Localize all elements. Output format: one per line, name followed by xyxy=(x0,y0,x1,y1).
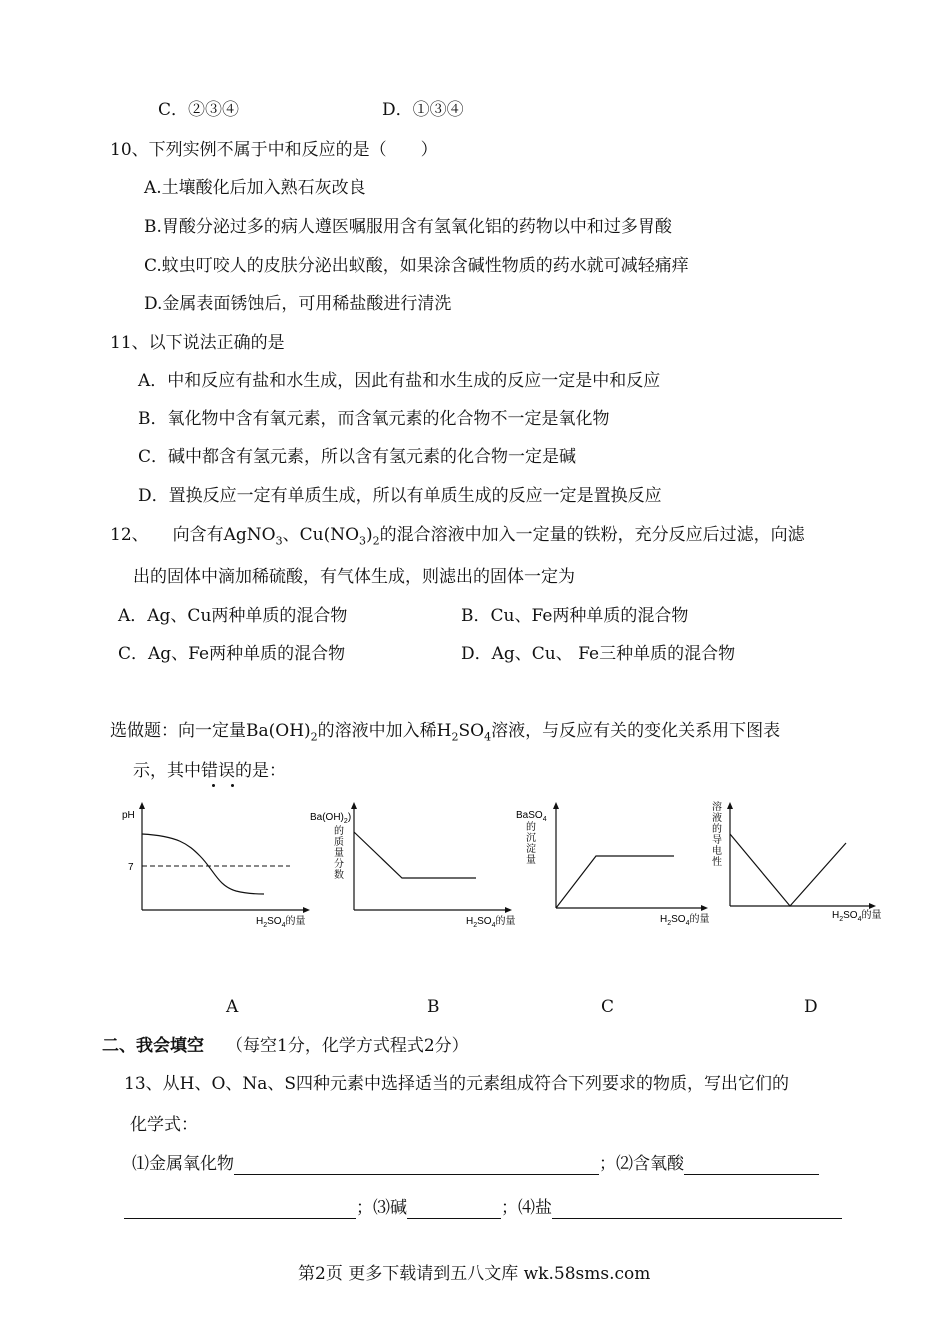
graph-c xyxy=(512,798,722,933)
q12-option-b: B．Cu、Fe两种单质的混合物 xyxy=(461,606,689,626)
graph-c-ylabel-char: 的 xyxy=(526,822,536,833)
q12-text: 、Cu(NO xyxy=(282,525,360,545)
graph-c-ylabel-char: 沉 xyxy=(526,833,536,844)
optional-text: 溶液，与反应有关的变化关系用下图表 xyxy=(491,721,781,741)
optional-text: SO xyxy=(458,721,485,741)
q12-subscript: 3 xyxy=(359,534,367,548)
optional-question-stem xyxy=(110,720,780,748)
q11-stem: 11、以下说法正确的是 xyxy=(110,333,285,353)
q13-separator: ； xyxy=(356,1198,373,1218)
graph-d-ylabel-char: 导 xyxy=(712,835,722,846)
q11-option-b: B．氧化物中含有氧元素，而含氧元素的化合物不一定是氧化物 xyxy=(138,409,610,429)
optional-subscript: 4 xyxy=(484,730,492,744)
optional-subscript: 2 xyxy=(451,730,459,744)
graph-d-ylabel-char: 液 xyxy=(712,813,722,824)
q12-stem xyxy=(110,524,805,552)
graph-letter-a: A xyxy=(226,997,239,1017)
graph-c-ylabel-top: BaSO$_4$ xyxy=(516,810,547,823)
optional-text: 选做题：向一定量Ba(OH) xyxy=(110,721,311,741)
section-2-heading xyxy=(102,1035,469,1057)
q12-text: 向含有AgNO xyxy=(172,525,276,545)
graph-b-ylabel-top: $Ba(OH)_2$) xyxy=(310,812,352,825)
graph-c-ylabel-char: 淀 xyxy=(526,844,536,855)
graph-b xyxy=(308,798,523,933)
q13-answer-blank-3[interactable] xyxy=(407,1200,501,1219)
graph-b-ylabel-char: 的 xyxy=(334,826,344,837)
q11-option-d: D．置换反应一定有单质生成，所以有单质生成的反应一定是置换反应 xyxy=(138,486,662,506)
section-2-title: 二、我会填空 xyxy=(102,1036,204,1056)
graph-letter-d: D xyxy=(804,997,818,1017)
graph-a xyxy=(118,798,318,933)
q13-item-2-label: ⑵含氧酸 xyxy=(616,1154,684,1174)
q13-answer-blank-4[interactable] xyxy=(552,1200,842,1219)
graph-b-ylabel-char: 数 xyxy=(334,870,344,881)
q12-stem-line2: 出的固体中滴加稀硫酸，有气体生成，则滤出的固体一定为 xyxy=(133,567,575,587)
q12-number: 12、 xyxy=(110,525,149,545)
q12-subscript: 3 xyxy=(275,534,283,548)
graph-d-ylabel-char: 电 xyxy=(712,846,722,857)
graph-b-ylabel-char: 分 xyxy=(334,859,344,870)
q12-option-d: D．Ag、Cu、 Fe三种单质的混合物 xyxy=(461,644,736,664)
graph-c-ylabel-char: 量 xyxy=(526,855,536,866)
graph-b-line xyxy=(354,832,476,878)
q13-answer-blank-1[interactable] xyxy=(234,1156,599,1175)
q13-row1 xyxy=(132,1153,819,1175)
q12-text: 的混合溶液中加入一定量的铁粉，充分反应后过滤，向滤 xyxy=(379,525,805,545)
graph-letter-c: C xyxy=(601,997,615,1017)
q13-stem: 13、从H、O、Na、S四种元素中选择适当的元素组成符合下列要求的物质，写出它们的 xyxy=(124,1074,790,1094)
graph-d-ylabel-char: 的 xyxy=(712,824,722,835)
graph-c-line xyxy=(556,856,674,908)
section-2-note: （每空1分，化学方式程式2分） xyxy=(226,1036,469,1056)
optional-question-line2: 示，其中错误的是： xyxy=(133,761,286,781)
q13-item-3-label: ⑶碱 xyxy=(373,1198,407,1218)
q13-item-4-label: ⑷盐 xyxy=(518,1198,552,1218)
q10-option-b: B.胃酸分泌过多的病人遵医嘱服用含有氢氧化铝的药物以中和过多胃酸 xyxy=(144,217,672,237)
q13-item-1-label: ⑴金属氧化物 xyxy=(132,1154,234,1174)
q10-option-a: A.土壤酸化后加入熟石灰改良 xyxy=(144,178,366,198)
emphasis-dot xyxy=(212,784,215,787)
graph-d xyxy=(706,798,890,933)
graph-d-ylabel-char: 性 xyxy=(712,857,722,868)
q12-text: ) xyxy=(366,525,373,545)
q13-answer-blank-2a[interactable] xyxy=(684,1156,819,1175)
page-footer: 第2页 更多下载请到五八文库 wk.58sms.com xyxy=(298,1264,651,1284)
q10-stem: 10、下列实例不属于中和反应的是（ ） xyxy=(110,140,438,160)
graph-b-xlabel: $H_2SO_4$的量 xyxy=(466,916,516,929)
graph-a-ylabel: pH xyxy=(122,810,135,821)
q11-option-a: A．中和反应有盐和水生成，因此有盐和水生成的反应一定是中和反应 xyxy=(138,371,661,391)
emphasis-dot xyxy=(231,784,234,787)
q10-option-c: C.蚊虫叮咬人的皮肤分泌出蚁酸，如果涂含碱性物质的药水就可减轻痛痒 xyxy=(144,256,689,276)
q13-answer-blank-2b[interactable] xyxy=(124,1200,356,1219)
q13-separator: ； xyxy=(599,1154,616,1174)
optional-subscript: 2 xyxy=(310,730,318,744)
q12-option-c: C．Ag、Fe两种单质的混合物 xyxy=(118,644,346,664)
graph-a-curve xyxy=(142,834,264,894)
q11-option-c: C．碱中都含有氢元素，所以含有氢元素的化合物一定是碱 xyxy=(138,447,577,467)
q12-subscript: 2 xyxy=(372,534,380,548)
q13-row2 xyxy=(124,1197,842,1219)
graph-c-xlabel: $H_2SO_4$的量 xyxy=(660,914,710,927)
graph-d-line xyxy=(730,834,846,906)
q10-option-d: D.金属表面锈蚀后，可用稀盐酸进行清洗 xyxy=(144,294,452,314)
graph-b-ylabel-char: 质 xyxy=(334,837,344,848)
q9-option-c: C．②③④ xyxy=(158,100,240,120)
q12-option-a: A．Ag、Cu两种单质的混合物 xyxy=(118,606,348,626)
graph-d-ylabel-char: 溶 xyxy=(712,802,722,813)
q13-stem-line2: 化学式： xyxy=(130,1115,198,1135)
graph-a-tick-7: 7 xyxy=(128,862,134,873)
graph-b-ylabel-char: 量 xyxy=(334,848,344,859)
q13-separator: ； xyxy=(501,1198,518,1218)
q9-option-d: D．①③④ xyxy=(382,100,464,120)
graph-d-xlabel: $H_2SO_4$的量 xyxy=(832,910,882,923)
optional-text: 的溶液中加入稀H xyxy=(317,721,452,741)
graph-letter-b: B xyxy=(427,997,440,1017)
graph-a-xlabel: $H_2SO_4$的量 xyxy=(256,916,306,929)
